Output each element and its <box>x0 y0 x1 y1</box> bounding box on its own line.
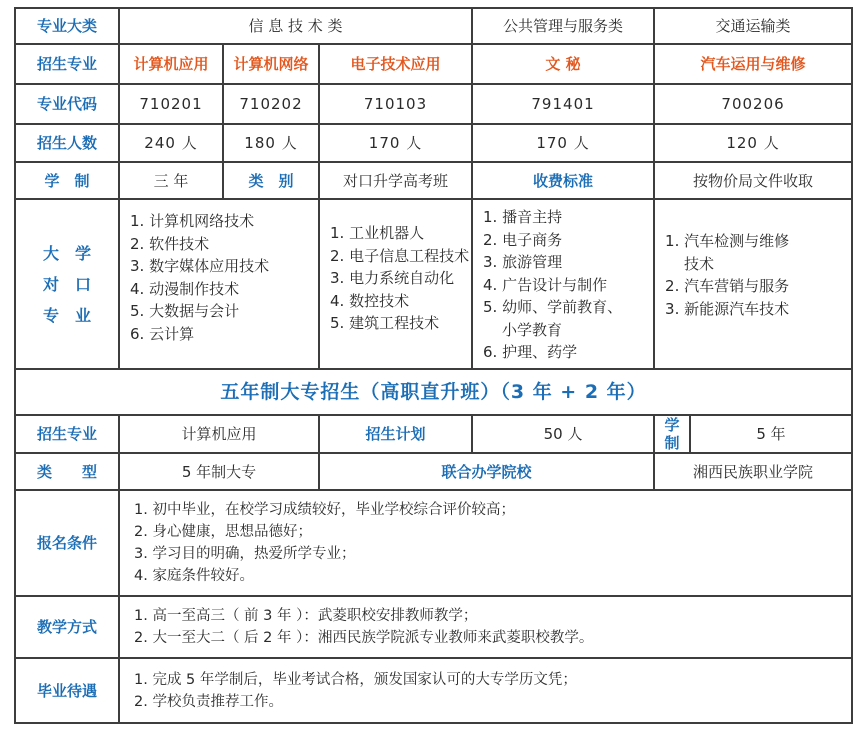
label-five-year-duration: 学 制 <box>654 415 690 453</box>
row-requirements <box>15 490 852 596</box>
code-1: 710201 <box>119 84 223 124</box>
code-4: 791401 <box>472 84 654 124</box>
category-transport: 交通运输类 <box>654 8 852 44</box>
label-university-majors: 大 学 对 口 专 业 <box>15 199 119 369</box>
graduation-list: 1. 完成 5 年学制后，毕业考试合格，颁发国家认可的大专学历文凭； 2. 学校负责推荐工作。 <box>119 658 852 723</box>
label-partner-school: 联合办学院校 <box>319 453 654 490</box>
label-codes: 专业代码 <box>15 84 119 124</box>
row-duration <box>15 162 852 199</box>
count-5: 120 人 <box>654 124 852 162</box>
row-codes <box>15 84 852 124</box>
code-2: 710202 <box>223 84 319 124</box>
five-year-banner: 五年制大专招生（高职直升班）（3 年 + 2 年） <box>15 369 852 415</box>
row-counts <box>15 124 852 162</box>
label-fee: 收费标准 <box>472 162 654 199</box>
list-electronics: 1. 工业机器人 2. 电子信息工程技术 3. 电力系统自动化 4. 数控技术 5. 建筑工程技术 <box>319 199 472 369</box>
list-it-network: 1. 计算机网络技术 2. 软件技术 3. 数字媒体应用技术 4. 动漫制作技术 5. 大数据与会计 6. 云计算 <box>119 199 319 369</box>
row-university-majors <box>15 199 852 369</box>
teaching-list: 1. 高一至高三（ 前 3 年 ）：武菱职校安排教师教学； 2. 大一至大二（ 后 2 年 ）：湘西民族学院派专业教师来武菱职校教学。 <box>119 596 852 658</box>
major-1: 计算机应用 <box>119 44 223 84</box>
list-automotive: 1. 汽车检测与维修 技术 2. 汽车营销与服务 3. 新能源汽车技术 <box>654 199 852 369</box>
row-five-year-type <box>15 453 852 490</box>
list-secretary: 1. 播音主持 2. 电子商务 3. 旅游管理 4. 广告设计与制作 5. 幼师、学前教育、 小学教育 6. 护理、药学 <box>472 199 654 369</box>
code-3: 710103 <box>319 84 472 124</box>
major-3: 电子技术应用 <box>319 44 472 84</box>
row-banner <box>15 369 852 415</box>
label-category: 专业大类 <box>15 8 119 44</box>
partner-school-value: 湘西民族职业学院 <box>654 453 852 490</box>
label-five-year-type: 类 型 <box>15 453 119 490</box>
five-year-type-value: 5 年制大专 <box>119 453 319 490</box>
row-majors <box>15 44 852 84</box>
label-type: 类 别 <box>223 162 319 199</box>
duration-value: 三 年 <box>119 162 223 199</box>
label-teaching: 教学方式 <box>15 596 119 658</box>
count-3: 170 人 <box>319 124 472 162</box>
major-5: 汽车运用与维修 <box>654 44 852 84</box>
row-category <box>15 8 852 44</box>
count-4: 170 人 <box>472 124 654 162</box>
category-public: 公共管理与服务类 <box>472 8 654 44</box>
label-requirements: 报名条件 <box>15 490 119 596</box>
requirements-list: 1. 初中毕业，在校学习成绩较好，毕业学校综合评价较高； 2. 身心健康，思想品德好； 3. 学习目的明确，热爱所学专业； 4. 家庭条件较好。 <box>119 490 852 596</box>
major-2: 计算机网络 <box>223 44 319 84</box>
row-graduation <box>15 658 852 723</box>
label-five-year-major: 招生专业 <box>15 415 119 453</box>
code-5: 700206 <box>654 84 852 124</box>
label-graduation: 毕业待遇 <box>15 658 119 723</box>
row-five-year-major <box>15 415 852 453</box>
label-counts: 招生人数 <box>15 124 119 162</box>
enrollment-table <box>14 7 853 724</box>
fee-value: 按物价局文件收取 <box>654 162 852 199</box>
plan-value: 50 人 <box>472 415 654 453</box>
type-value: 对口升学高考班 <box>319 162 472 199</box>
count-2: 180 人 <box>223 124 319 162</box>
label-majors: 招生专业 <box>15 44 119 84</box>
category-it: 信 息 技 术 类 <box>119 8 472 44</box>
five-year-major-value: 计算机应用 <box>119 415 319 453</box>
row-teaching <box>15 596 852 658</box>
label-plan: 招生计划 <box>319 415 472 453</box>
five-year-duration-value: 5 年 <box>690 415 852 453</box>
count-1: 240 人 <box>119 124 223 162</box>
major-4: 文 秘 <box>472 44 654 84</box>
label-duration: 学 制 <box>15 162 119 199</box>
